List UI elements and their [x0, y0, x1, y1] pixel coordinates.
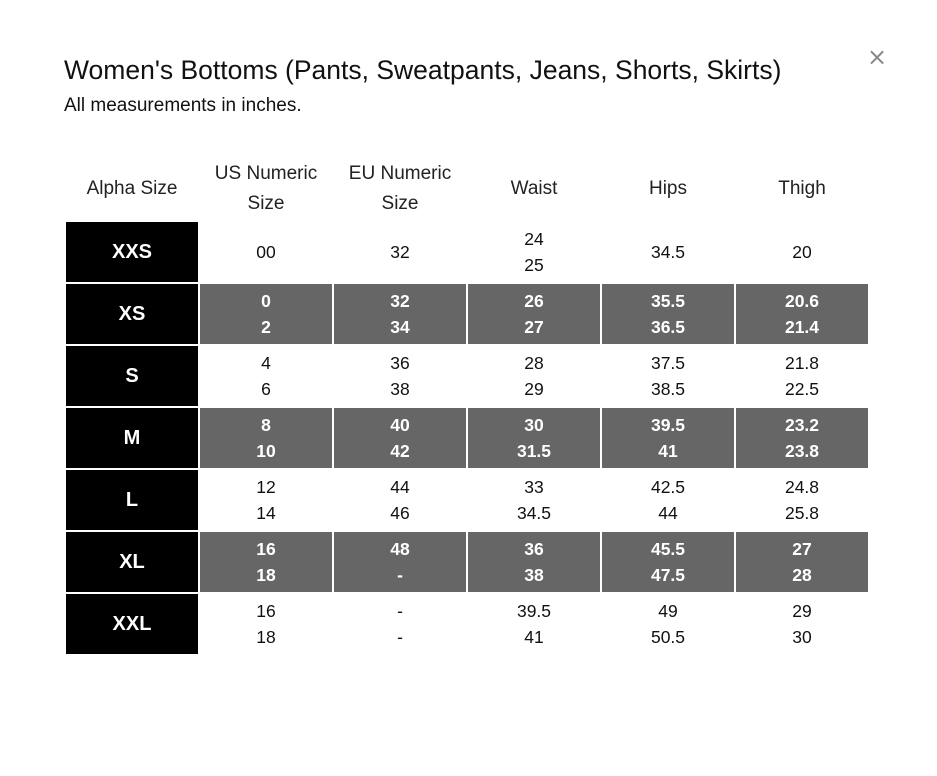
eu-size-cell: 44 46: [334, 470, 466, 530]
hips-cell: 37.5 38.5: [602, 346, 734, 406]
us-size-cell: 16 18: [200, 594, 332, 654]
header-waist: Waist: [510, 178, 558, 199]
us-size-cell: 00: [200, 222, 332, 282]
waist-cell: 39.5 41: [468, 594, 600, 654]
alpha-size-cell: XXL: [66, 594, 198, 654]
header-alpha-size: Alpha Size: [86, 178, 178, 199]
table-row: [66, 470, 868, 530]
hips-cell: 45.5 47.5: [602, 532, 734, 592]
modal-title: Women's Bottoms (Pants, Sweatpants, Jeans, Shorts, Skirts): [64, 55, 782, 85]
thigh-cell: 21.8 22.5: [736, 346, 868, 406]
header-thigh: Thigh: [778, 178, 826, 199]
eu-size-cell: 36 38: [334, 346, 466, 406]
close-icon[interactable]: ×: [864, 42, 890, 72]
eu-size-cell: - -: [334, 594, 466, 654]
hips-cell: 34.5: [602, 222, 734, 282]
thigh-cell: 29 30: [736, 594, 868, 654]
alpha-size-cell: S: [66, 346, 198, 406]
table-row: [66, 346, 868, 406]
waist-cell: 30 31.5: [468, 408, 600, 468]
table-header-row: [66, 158, 868, 220]
header-hips: Hips: [648, 178, 687, 199]
waist-cell: 24 25: [468, 222, 600, 282]
eu-size-cell: 32: [334, 222, 466, 282]
thigh-cell: 23.2 23.8: [736, 408, 868, 468]
header-eu-numeric-size: EU Numeric Size: [348, 163, 452, 214]
eu-size-cell: 40 42: [334, 408, 466, 468]
hips-cell: 42.5 44: [602, 470, 734, 530]
us-size-cell: 16 18: [200, 532, 332, 592]
table-row: [66, 408, 868, 468]
eu-size-cell: 48 -: [334, 532, 466, 592]
thigh-cell: 27 28: [736, 532, 868, 592]
modal-subtitle: All measurements in inches.: [64, 95, 302, 116]
us-size-cell: 0 2: [200, 284, 332, 344]
table-row: [66, 594, 868, 654]
thigh-cell: 20.6 21.4: [736, 284, 868, 344]
alpha-size-cell: XL: [66, 532, 198, 592]
alpha-size-cell: XS: [66, 284, 198, 344]
table-row: [66, 222, 868, 282]
alpha-size-cell: XXS: [66, 222, 198, 282]
thigh-cell: 20: [736, 222, 868, 282]
waist-cell: 28 29: [468, 346, 600, 406]
thigh-cell: 24.8 25.8: [736, 470, 868, 530]
us-size-cell: 8 10: [200, 408, 332, 468]
table-row: [66, 532, 868, 592]
us-size-cell: 12 14: [200, 470, 332, 530]
table-row: [66, 284, 868, 344]
hips-cell: 39.5 41: [602, 408, 734, 468]
us-size-cell: 4 6: [200, 346, 332, 406]
size-table: [64, 156, 870, 656]
hips-cell: 49 50.5: [602, 594, 734, 654]
eu-size-cell: 32 34: [334, 284, 466, 344]
alpha-size-cell: L: [66, 470, 198, 530]
alpha-size-cell: M: [66, 408, 198, 468]
waist-cell: 36 38: [468, 532, 600, 592]
hips-cell: 35.5 36.5: [602, 284, 734, 344]
waist-cell: 33 34.5: [468, 470, 600, 530]
waist-cell: 26 27: [468, 284, 600, 344]
header-us-numeric-size: US Numeric Size: [214, 163, 318, 214]
